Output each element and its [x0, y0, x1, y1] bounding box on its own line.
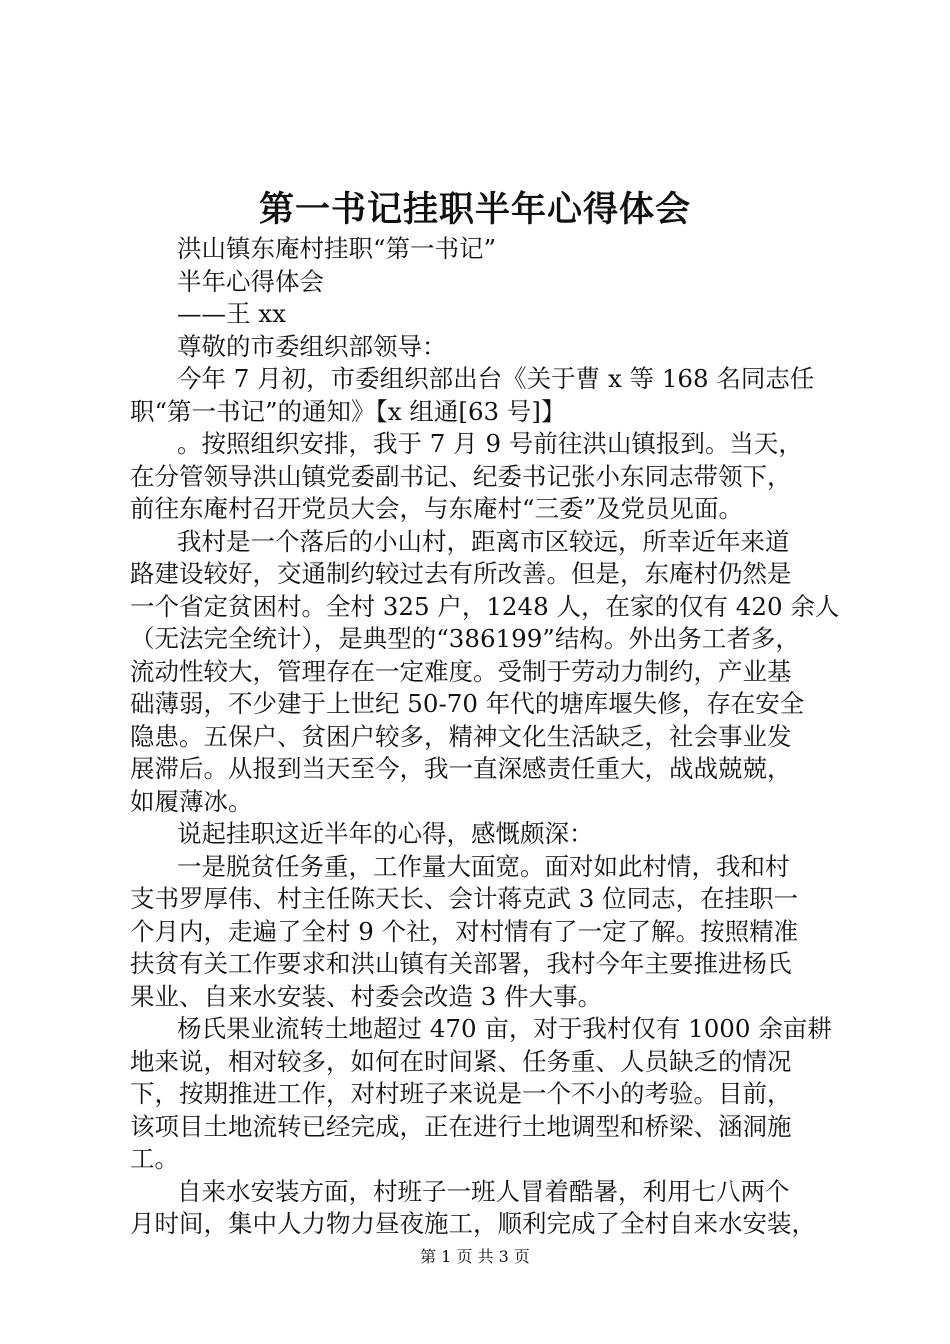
text-line: 自来水安装方面，村班子一班人冒着酷暑，利用七八两个 — [177, 1176, 790, 1206]
text-line: 职“第一书记”的通知》【x 组通[63 号]】 — [130, 396, 566, 426]
text-line: 月时间，集中人力物力昼夜施工，顺利完成了全村自来水安装， — [130, 1209, 816, 1238]
text-line: 支书罗厚伟、村主任陈天长、会计蒋克武 3 位同志，在挂职一 — [130, 884, 799, 913]
text-line: 。按照组织安排，我于 7 月 9 号前往洪山镇报到。当天， — [177, 429, 803, 458]
text-line: 洪山镇东庵村挂职“第一书记” — [177, 234, 497, 263]
document-title: 第一书记挂职半年心得体会 — [258, 189, 691, 230]
text-line: 工。 — [130, 1144, 179, 1173]
text-line: 一个省定贫困村。全村 325 户，1248 人，在家的仅有 420 余人 — [130, 591, 840, 621]
text-line: （无法完全统计），是典型的“386199”结构。外出务工者多， — [130, 624, 800, 653]
text-line: 流动性较大，管理存在一定难度。受制于劳动力制约，产业基 — [130, 656, 792, 686]
text-line: 该项目土地流转已经完成，正在进行土地调型和桥梁、涵洞施 — [130, 1111, 792, 1141]
text-line: 在分管领导洪山镇党委副书记、纪委书记张小东同志带领下， — [130, 461, 792, 491]
text-line: 我村是一个落后的小山村，距离市区较远，所幸近年来道 — [177, 526, 790, 556]
text-line: 个月内，走遍了全村 9 个社，对村情有了一定了解。按照精准 — [130, 916, 799, 946]
text-line: 今年 7 月初，市委组织部出台《关于曹 x 等 168 名同志任 — [177, 364, 815, 393]
text-line: 础薄弱，不少建于上世纪 50-70 年代的塘库堰失修，存在安全 — [130, 689, 805, 718]
document-body — [130, 233, 840, 1241]
page-footer: 第 1 页 共 3 页 — [420, 1247, 530, 1266]
text-line: ——王 xx — [177, 299, 286, 328]
text-line: 半年心得体会 — [177, 266, 324, 296]
text-line: 说起挂职这近半年的心得，感慨颇深： — [177, 819, 594, 848]
text-line: 杨氏果业流转土地超过 470 亩，对于我村仅有 1000 余亩耕 — [177, 1014, 832, 1043]
text-line: 展滞后。从报到当天至今，我一直深感责任重大，战战兢兢， — [130, 754, 792, 783]
text-line: 扶贫有关工作要求和洪山镇有关部署，我村今年主要推进杨氏 — [130, 949, 792, 978]
text-line: 隐患。五保户、贫困户较多，精神文化生活缺乏，社会事业发 — [130, 721, 792, 751]
text-line: 前往东庵村召开党员大会，与东庵村“三委”及党员见面。 — [130, 494, 744, 523]
text-line: 果业、自来水安装、村委会改造 3 件大事。 — [130, 981, 603, 1011]
text-line: 地来说，相对较多，如何在时间紧、任务重、人员缺乏的情况 — [130, 1046, 792, 1076]
text-line: 一是脱贫任务重，工作量大面宽。面对如此村情，我和村 — [177, 851, 790, 881]
text-line: 如履薄冰。 — [130, 786, 253, 816]
text-line: 尊敬的市委组织部领导： — [177, 331, 447, 361]
text-line: 下，按期推进工作，对村班子来说是一个不小的考验。目前， — [130, 1079, 792, 1108]
text-line: 路建设较好，交通制约较过去有所改善。但是，东庵村仍然是 — [130, 559, 792, 588]
